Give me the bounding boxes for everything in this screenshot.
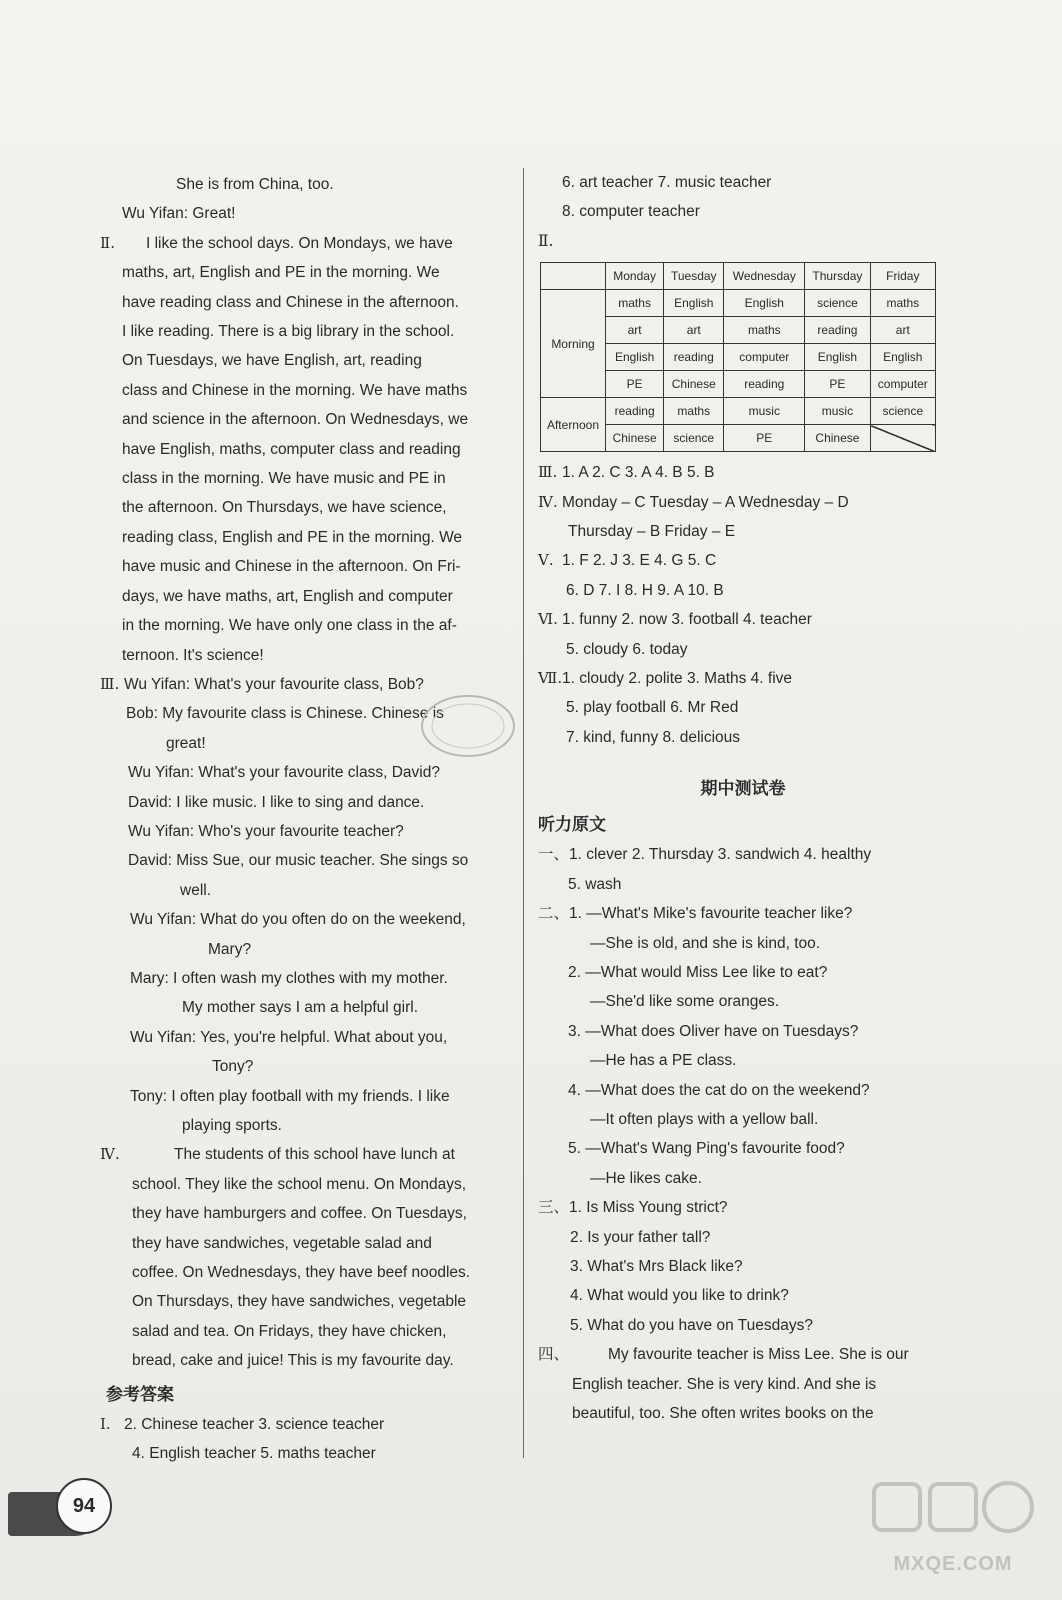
timetable-cell: computer	[870, 371, 935, 398]
answer-line	[538, 488, 948, 517]
answer-line: 8. computer teacher	[562, 203, 700, 221]
answer-line	[538, 635, 948, 664]
section-4-first-line	[100, 1140, 510, 1169]
dialogue-line: Bob: My favourite class is Chinese. Chinese is	[126, 705, 444, 723]
timetable-cell: English	[606, 344, 664, 371]
answer-line	[538, 693, 948, 722]
answer-line	[538, 458, 948, 487]
paragraph-line: school. They like the school menu. On Mondays,	[132, 1175, 466, 1193]
timetable-empty-cell	[870, 425, 935, 452]
answer-line	[538, 546, 948, 575]
paragraph-line: I like reading. There is a big library in the school.	[122, 323, 455, 341]
afternoon-label: Afternoon	[541, 398, 606, 452]
listening-line: 2. Is your father tall?	[570, 1228, 711, 1246]
day-header: Monday	[606, 263, 664, 290]
paragraph-line: class and Chinese in the morning. We have maths	[122, 381, 468, 399]
answer-text: 5. cloudy 6. today	[566, 640, 688, 658]
answer-text: Monday – C Tuesday – A Wednesday – D	[562, 493, 849, 511]
answer-line	[538, 723, 948, 752]
listening-line: 1. clever 2. Thursday 3. sandwich 4. healthy	[569, 846, 872, 864]
part-label: 二、	[538, 905, 570, 923]
column-divider	[523, 168, 524, 1458]
paragraph-line: class in the morning. We have music and PE in	[122, 470, 446, 488]
section-label: Ⅲ.	[538, 463, 558, 482]
timetable-cell: English	[664, 290, 724, 317]
paragraph-line: bread, cake and juice! This is my favourite day.	[132, 1352, 454, 1370]
section-label: Ⅳ.	[100, 1145, 120, 1164]
section-label: Ⅰ.	[100, 1414, 111, 1433]
listening-line: English teacher. She is very kind. And she is	[572, 1375, 877, 1393]
part-1-first-line	[538, 840, 948, 869]
paragraph-line: in the morning. We have only one class in the af-	[122, 617, 457, 635]
left-column	[100, 170, 510, 1468]
listening-line: 5. wash	[568, 875, 622, 893]
timetable-cell: maths	[606, 290, 664, 317]
listening-line: 3. —What does Oliver have on Tuesdays?	[568, 1022, 859, 1040]
timetable-row	[541, 290, 936, 317]
morning-label: Morning	[541, 290, 606, 398]
answer-text: 1. funny 2. now 3. football 4. teacher	[562, 611, 812, 629]
answer-text: 5. play football 6. Mr Red	[566, 699, 739, 717]
timetable-row	[541, 398, 936, 425]
timetable-cell: Chinese	[606, 425, 664, 452]
answer-line: 6. art teacher 7. music teacher	[562, 174, 772, 191]
timetable-header-row	[541, 263, 936, 290]
section-label: Ⅱ.	[538, 231, 554, 250]
paragraph-line: I like the school days. On Mondays, we have	[146, 234, 453, 252]
timetable-cell: computer	[724, 344, 805, 371]
timetable-cell: reading	[664, 344, 724, 371]
dialogue-line: playing sports.	[182, 1117, 282, 1134]
part-3-first-line	[538, 1193, 948, 1222]
answer-text: 6. D 7. I 8. H 9. A 10. B	[566, 581, 724, 599]
timetable-cell: maths	[870, 290, 935, 317]
answer-text: 1. A 2. C 3. A 4. B 5. B	[562, 464, 715, 482]
paragraph-line: reading class, English and PE in the morning. We	[122, 528, 463, 546]
dialogue-line: Wu Yifan: What's your favourite class, Bob?	[124, 675, 424, 693]
section-label: Ⅶ.	[538, 669, 563, 688]
timetable-cell: English	[805, 344, 870, 371]
paragraph-line: they have hamburgers and coffee. On Tuesdays,	[132, 1205, 467, 1223]
timetable-cell: music	[724, 398, 805, 425]
timetable-cell: reading	[606, 398, 664, 425]
watermark	[868, 1476, 1038, 1586]
dialogue-line: well.	[180, 881, 212, 899]
listening-line: 1. —What's Mike's favourite teacher like?	[569, 905, 853, 923]
listening-line: —It often plays with a yellow ball.	[590, 1110, 819, 1128]
day-header: Tuesday	[664, 263, 724, 290]
paragraph-line: The students of this school have lunch at	[174, 1146, 455, 1164]
answers-heading: 参考答案	[106, 1384, 174, 1405]
dialogue-line: Wu Yifan: What do you often do on the weekend,	[130, 911, 466, 929]
answer-text: 1. cloudy 2. polite 3. Maths 4. five	[562, 670, 793, 688]
listening-line: 4. —What does the cat do on the weekend?	[568, 1081, 870, 1099]
listening-line: 5. What do you have on Tuesdays?	[570, 1316, 813, 1334]
dialogue-line: Wu Yifan: Who's your favourite teacher?	[128, 822, 404, 840]
listening-heading: 听力原文	[538, 815, 606, 836]
dialogue-line: Wu Yifan: Great!	[122, 205, 236, 223]
dialogue-line: She is from China, too.	[176, 176, 334, 193]
day-header: Wednesday	[724, 263, 805, 290]
timetable-cell: science	[805, 290, 870, 317]
dialogue-line: Wu Yifan: What's your favourite class, David?	[128, 764, 440, 782]
timetable-cell: science	[870, 398, 935, 425]
timetable-cell: art	[664, 317, 724, 344]
listening-line: —He likes cake.	[590, 1169, 702, 1187]
timetable-cell: PE	[724, 425, 805, 452]
part-label: 四、	[538, 1346, 570, 1364]
listening-line: —He has a PE class.	[590, 1052, 737, 1070]
paragraph-line: have English, maths, computer class and reading	[122, 440, 461, 458]
answers-first-line	[100, 1410, 510, 1439]
paragraph-line: they have sandwiches, vegetable salad and	[132, 1234, 432, 1252]
timetable-cell: maths	[664, 398, 724, 425]
answer-text: 7. kind, funny 8. delicious	[566, 728, 741, 746]
timetable-cell: PE	[805, 371, 870, 398]
paragraph-line: coffee. On Wednesdays, they have beef noodles.	[132, 1264, 471, 1282]
timetable-cell: reading	[724, 371, 805, 398]
watermark-text: MXQE.COM	[893, 1553, 1013, 1575]
paragraph-line: salad and tea. On Fridays, they have chicken,	[132, 1322, 447, 1340]
answer-line	[538, 605, 948, 634]
paragraph-line: the afternoon. On Thursdays, we have science,	[122, 499, 447, 517]
page-number: 94	[56, 1478, 112, 1534]
part-label: 三、	[538, 1199, 570, 1217]
paragraph-line: On Tuesdays, we have English, art, reading	[122, 352, 422, 370]
timetable-cell: art	[606, 317, 664, 344]
paragraph-line: have music and Chinese in the afternoon. On Fri-	[122, 558, 461, 576]
paragraph-line: have reading class and Chinese in the afternoon.	[122, 293, 459, 311]
stamp-seal-icon	[416, 690, 520, 762]
section-2-first-line	[100, 229, 510, 258]
paragraph-line: and science in the afternoon. On Wednesdays, we	[122, 411, 469, 429]
section-label: Ⅲ.	[100, 674, 120, 693]
listening-line: 3. What's Mrs Black like?	[570, 1257, 743, 1275]
paragraph-line: maths, art, English and PE in the morning. We	[122, 264, 440, 282]
day-header: Thursday	[805, 263, 870, 290]
listening-line: —She is old, and she is kind, too.	[590, 934, 821, 952]
listening-line: 1. Is Miss Young strict?	[569, 1199, 728, 1217]
dialogue-line: Mary?	[208, 940, 252, 958]
paragraph-line: On Thursdays, they have sandwiches, vegetable	[132, 1293, 467, 1311]
listening-line: —She'd like some oranges.	[590, 993, 780, 1011]
timetable-cell: English	[870, 344, 935, 371]
midterm-title: 期中测试卷	[700, 779, 786, 800]
answer-text: Thursday – B Friday – E	[568, 523, 736, 541]
dialogue-line: Tony: I often play football with my friends. I like	[130, 1087, 450, 1105]
answer-line	[538, 517, 948, 546]
section-label: Ⅳ.	[538, 492, 558, 511]
dialogue-line: great!	[166, 734, 206, 752]
paragraph-line: days, we have maths, art, English and computer	[122, 587, 453, 605]
listening-line: My favourite teacher is Miss Lee. She is our	[608, 1346, 909, 1364]
timetable-cell: science	[664, 425, 724, 452]
section-label: Ⅵ.	[538, 610, 558, 629]
part-label: 一、	[538, 846, 570, 864]
timetable-cell: English	[724, 290, 805, 317]
timetable-cell: reading	[805, 317, 870, 344]
listening-line: 5. —What's Wang Ping's favourite food?	[568, 1140, 845, 1158]
answer-line	[538, 576, 948, 605]
timetable-cell: art	[870, 317, 935, 344]
listening-line: beautiful, too. She often writes books on the	[572, 1405, 874, 1422]
answer-text: 1. F 2. J 3. E 4. G 5. C	[562, 552, 717, 570]
timetable-cell: Chinese	[805, 425, 870, 452]
listening-line: 4. What would you like to drink?	[570, 1287, 789, 1305]
listening-line: 2. —What would Miss Lee like to eat?	[568, 963, 828, 981]
timetable-cell: music	[805, 398, 870, 425]
dialogue-line: Wu Yifan: Yes, you're helpful. What about you,	[130, 1028, 448, 1046]
dialogue-line: Tony?	[212, 1058, 254, 1076]
answer-line: 4. English teacher 5. maths teacher	[132, 1445, 376, 1463]
part-4-first-line	[538, 1340, 948, 1369]
right-column	[538, 168, 948, 1428]
dialogue-line: David: I like music. I like to sing and dance.	[128, 793, 425, 811]
dialogue-line: My mother says I am a helpful girl.	[182, 999, 419, 1017]
dialogue-line: Mary: I often wash my clothes with my mother.	[130, 969, 448, 987]
timetable-cell: maths	[724, 317, 805, 344]
timetable-cell: PE	[606, 371, 664, 398]
answer-line: 2. Chinese teacher 3. science teacher	[124, 1415, 385, 1433]
section-label: Ⅱ.	[100, 233, 115, 252]
answer-line	[538, 664, 948, 693]
paragraph-line: ternoon. It's science!	[122, 646, 264, 664]
dialogue-line: David: Miss Sue, our music teacher. She sings so	[128, 852, 469, 870]
timetable	[540, 262, 936, 452]
section-label: Ⅴ.	[538, 551, 554, 570]
part-2-first-line	[538, 899, 948, 928]
day-header: Friday	[870, 263, 935, 290]
timetable-cell: Chinese	[664, 371, 724, 398]
watermark-logo-icon	[868, 1476, 1038, 1546]
timetable-corner-cell	[541, 263, 606, 290]
